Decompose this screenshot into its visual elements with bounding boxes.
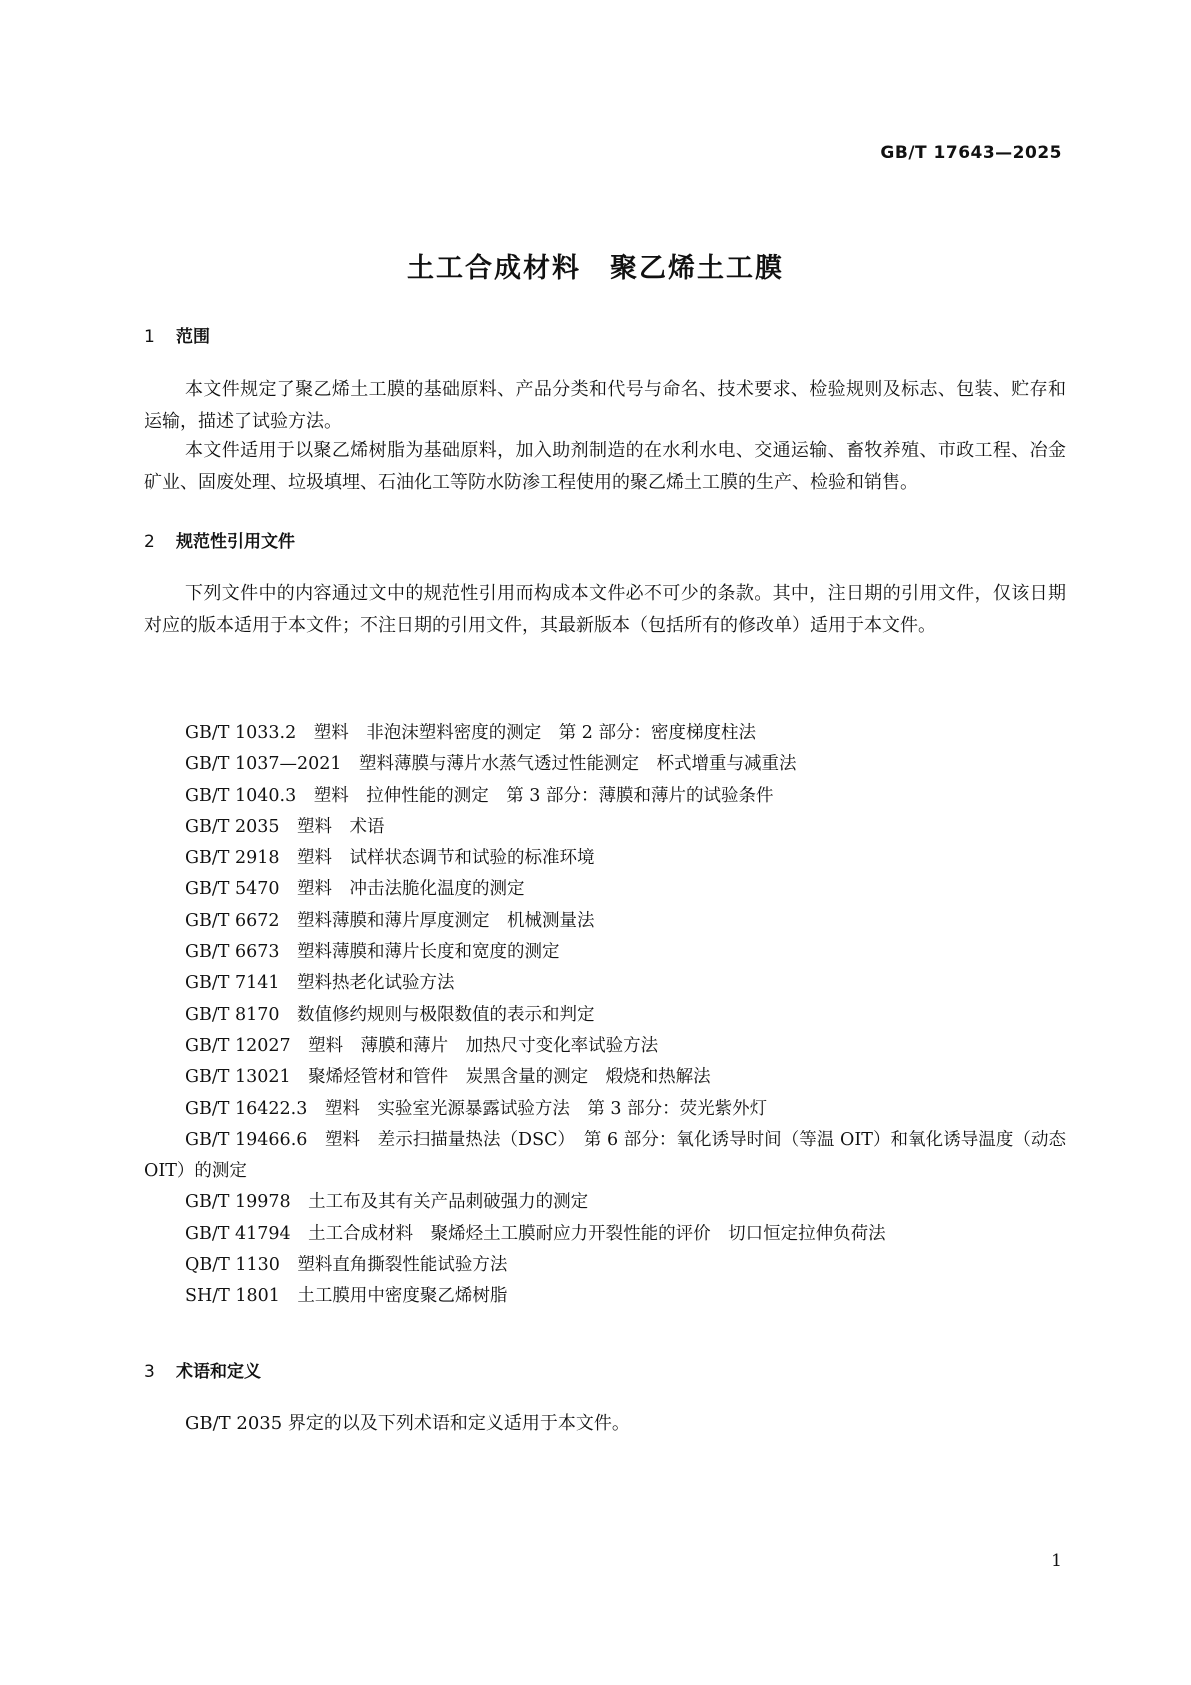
section-title: 范围: [176, 327, 210, 347]
paragraph: 本文件适用于以聚乙烯树脂为基础原料，加入助剂制造的在水利水电、交通运输、畜牧养殖、市政工程、冶金矿业、固废处理、垃圾填埋、石油化工等防水防渗工程使用的聚乙烯土工膜的生产、检验和销售。: [144, 440, 1066, 493]
paragraph: 下列文件中的内容通过文中的规范性引用而构成本文件必不可少的条款。其中，注日期的引用文件，仅该日期对应的版本适用于本文件；不注日期的引用文件，其最新版本（包括所有的修改单）适用于本文件。: [144, 583, 1066, 636]
reference-item: QB/T 1130 塑料直角撕裂性能试验方法: [185, 1255, 508, 1276]
reference-item: GB/T 6672 塑料薄膜和薄片厚度测定 机械测量法: [185, 910, 595, 931]
section-title: 术语和定义: [176, 1362, 261, 1382]
reference-item: GB/T 41794 土工合成材料 聚烯烃土工膜耐应力开裂性能的评价 切口恒定拉伸负荷法: [185, 1223, 886, 1244]
document-title: 土工合成材料 聚乙烯土工膜: [407, 253, 784, 284]
reference-item: SH/T 1801 土工膜用中密度聚乙烯树脂: [185, 1286, 508, 1307]
reference-item: GB/T 2035 塑料 术语: [185, 816, 385, 837]
page-number: 1: [1051, 1551, 1062, 1571]
reference-item: GB/T 1040.3 塑料 拉伸性能的测定 第 3 部分：薄膜和薄片的试验条件: [185, 785, 774, 806]
paragraph: GB/T 2035 界定的以及下列术语和定义适用于本文件。: [185, 1413, 630, 1434]
section-number: 2: [144, 532, 155, 552]
reference-item: GB/T 19978 土工布及其有关产品刺破强力的测定: [185, 1192, 589, 1213]
reference-item: GB/T 8170 数值修约规则与极限数值的表示和判定: [185, 1004, 595, 1025]
reference-list: [144, 718, 1066, 1313]
section-number: 3: [144, 1362, 155, 1382]
section-heading-terms-and-definitions: [144, 1357, 261, 1382]
reference-item: GB/T 5470 塑料 冲击法脆化温度的测定: [185, 879, 525, 900]
reference-item: GB/T 12027 塑料 薄膜和薄片 加热尺寸变化率试验方法: [185, 1035, 659, 1056]
paragraph: 本文件规定了聚乙烯土工膜的基础原料、产品分类和代号与命名、技术要求、检验规则及标志、包装、贮存和运输，描述了试验方法。: [144, 379, 1066, 432]
section-number: 1: [144, 327, 155, 347]
reference-item: GB/T 7141 塑料热老化试验方法: [185, 973, 455, 994]
reference-item: GB/T 1033.2 塑料 非泡沫塑料密度的测定 第 2 部分：密度梯度柱法: [185, 723, 756, 743]
reference-item: GB/T 13021 聚烯烃管材和管件 炭黑含量的测定 煅烧和热解法: [185, 1067, 711, 1088]
reference-item: GB/T 19466.6 塑料 差示扫描量热法（DSC） 第 6 部分：氧化诱导时间（等温 OIT）和氧化诱导温度（动态 OIT）的测定: [144, 1129, 1066, 1182]
reference-item: GB/T 6673 塑料薄膜和薄片长度和宽度的测定: [185, 942, 560, 963]
section-heading-scope: [144, 322, 210, 347]
standard-number: GB/T 17643—2025: [880, 143, 1062, 163]
reference-item: GB/T 2918 塑料 试样状态调节和试验的标准环境: [185, 848, 595, 869]
section-heading-normative-references: [144, 527, 295, 552]
reference-item: GB/T 16422.3 塑料 实验室光源暴露试验方法 第 3 部分：荧光紫外灯: [185, 1098, 768, 1119]
reference-item: GB/T 1037—2021 塑料薄膜与薄片水蒸气透过性能测定 杯式增重与减重法: [185, 754, 797, 775]
section-title: 规范性引用文件: [176, 532, 295, 552]
